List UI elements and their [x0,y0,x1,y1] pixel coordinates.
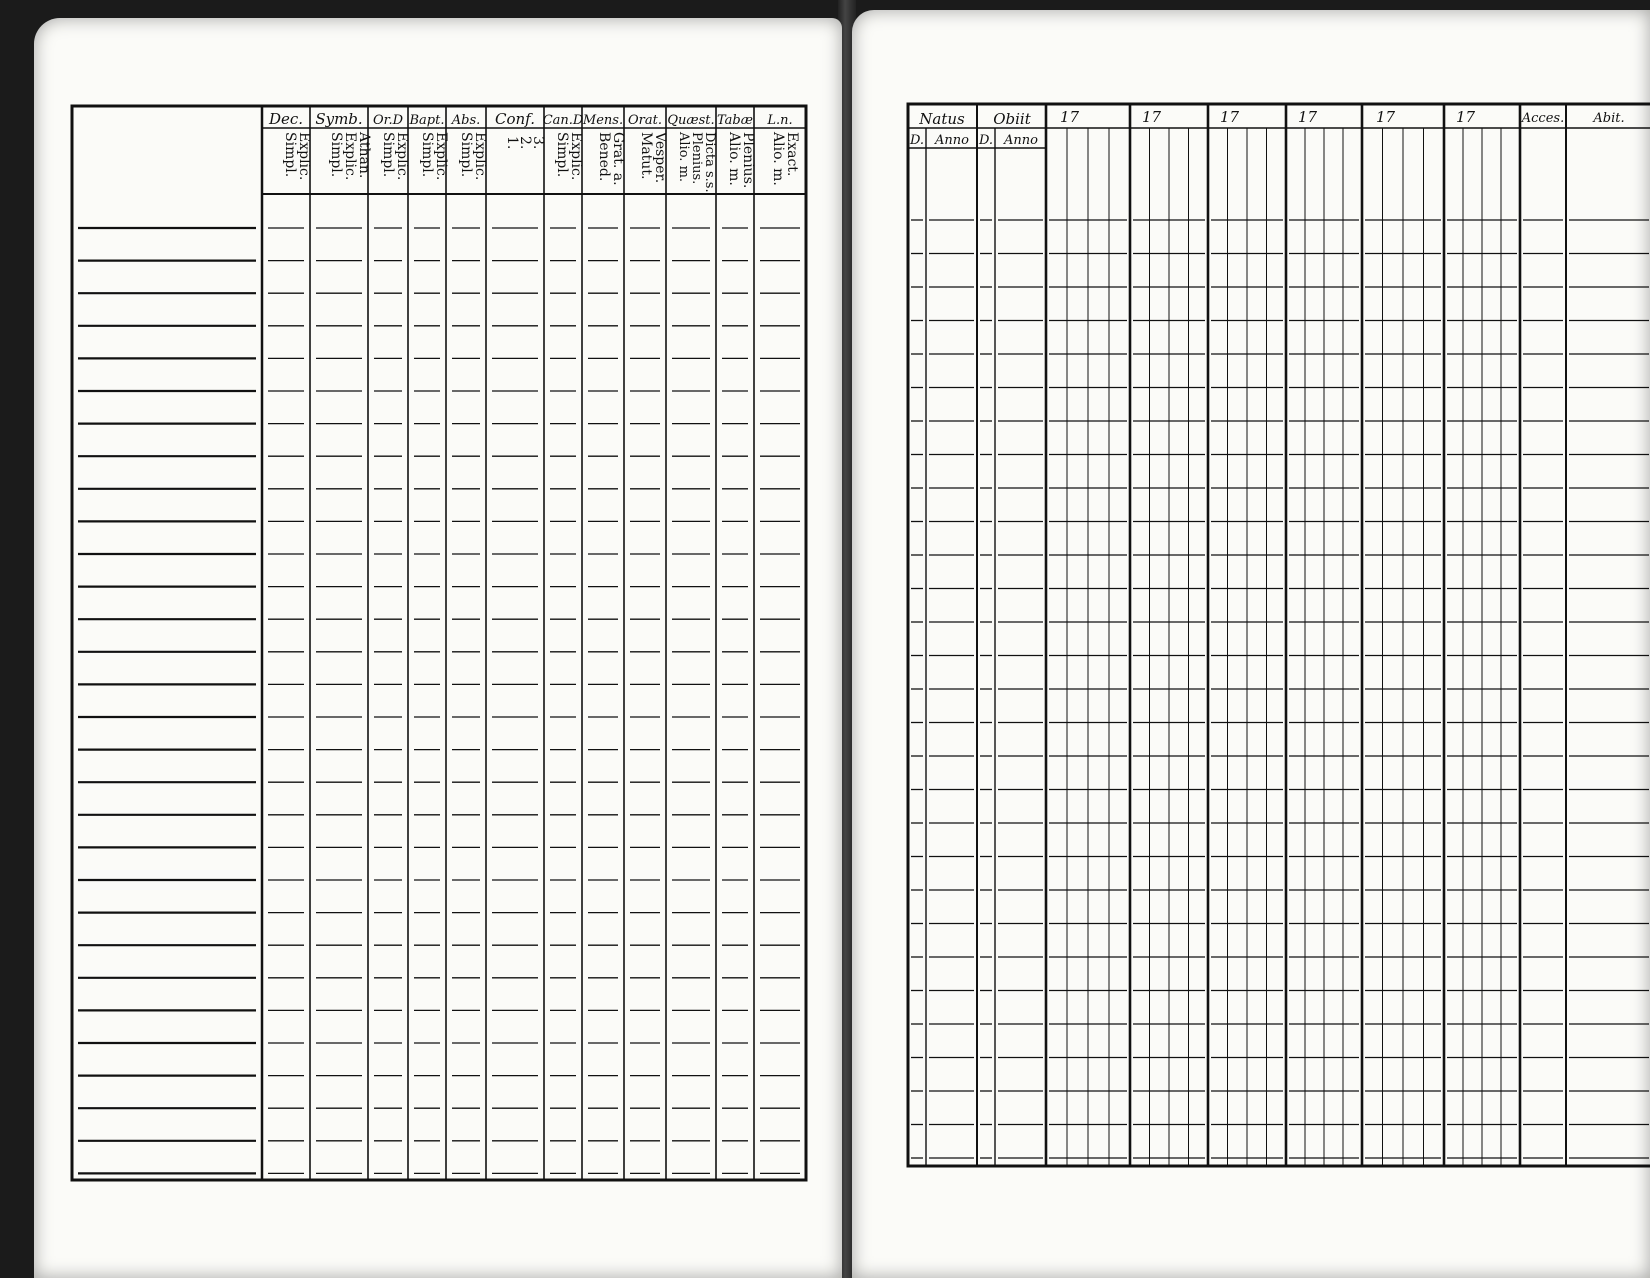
conf-sub-2: 2. [517,136,533,150]
ln-subheaders [770,131,800,186]
left-table-border [72,106,806,1180]
abs-sub-simpl: Simpl. [458,132,474,178]
cand-sub-simpl: Simpl. [554,132,570,178]
right-major-dividers [977,104,1566,1166]
tab-sub-alio: Alio. m. [726,132,742,186]
symb-sub-explic: Explic. [342,132,358,181]
mens-sub-bened: Bened. [596,132,612,182]
header-ln: L.n. [767,113,793,128]
quaest-sub-dicta: Dicta s.s. [702,132,717,193]
orat-sub-matut: Matut. [638,132,654,180]
tab-subheaders [726,131,756,188]
header-mens: Mens. [582,113,624,128]
symb-sub-athan: Athan. [356,132,372,179]
cand-subheaders [554,132,584,180]
year-header-4: 17 [1298,108,1318,126]
orat-subheaders [638,131,668,183]
right-table-border [908,104,1650,1166]
year-header-2: 17 [1142,108,1162,126]
right-page [852,10,1650,1278]
right-row-rules [911,220,1649,1158]
year-header-5: 17 [1376,108,1396,126]
header-natus: Natus [919,110,965,128]
bapt-subheaders [419,132,449,180]
symb-sub-simpl: Simpl. [328,132,344,178]
left-row-rules [78,228,800,1173]
obiit-sub-day: D. [978,133,994,148]
year-header-1: 17 [1060,108,1080,126]
abs-subheaders [458,132,488,180]
header-quaest: Quæst. [667,113,715,128]
left-register-table [34,18,842,1278]
mens-sub-grat: Grat. a. [610,132,626,186]
ln-sub-alio: Alio. m. [770,132,786,186]
obiit-sub-anno: Anno [1004,133,1038,148]
ord-sub-simpl: Simpl. [380,132,396,178]
header-dec: Dec. [268,110,304,128]
header-cand: Can.D [542,113,584,128]
right-year-subdividers [1067,128,1501,1166]
left-column-dividers [310,106,754,1180]
header-abs: Abs. [451,113,481,128]
dec-subheaders [282,132,312,180]
conf-sub-3: 3. [530,136,546,150]
conf-subheaders [504,136,546,149]
orat-sub-vesper: Vesper. [652,132,668,184]
right-register-table [852,10,1650,1278]
conf-sub-1: 1. [504,136,520,150]
symb-subheaders [328,131,372,180]
header-conf: Conf. [495,110,535,128]
year-header-6: 17 [1456,108,1476,126]
ln-sub-exact: Exact. [784,132,800,177]
bapt-sub-explic: Explic. [433,132,449,181]
bapt-sub-simpl: Simpl. [419,132,435,178]
quaest-sub-alio: Alio. m. [676,132,691,183]
quaest-subheaders [676,131,717,193]
natus-sub-day: D. [909,133,925,148]
cand-sub-explic: Explic. [568,132,584,181]
header-bapt: Bapt. [409,113,445,128]
ord-sub-explic: Explic. [394,132,410,181]
right-day-dividers [926,128,995,1166]
header-obiit: Obiit [993,110,1031,128]
header-orat: Orat. [628,113,662,128]
quaest-sub-plenius: Plenius. [689,132,704,185]
left-page [34,18,842,1278]
header-abit: Abit. [1593,111,1625,126]
abs-sub-explic: Explic. [472,132,488,181]
tab-sub-plenius: Plenius. [740,132,756,189]
header-accessit: Acces. [1521,111,1565,126]
dec-sub-explic: Explic. [296,132,312,181]
header-ord: Or.D [373,113,403,128]
header-tab: Tabæ [717,113,753,128]
ord-subheaders [380,132,410,180]
mens-subheaders [596,132,626,186]
header-symb: Symb. [315,110,363,128]
year-header-3: 17 [1220,108,1240,126]
dec-sub-simpl: Simpl. [282,132,298,178]
natus-sub-anno: Anno [935,133,969,148]
